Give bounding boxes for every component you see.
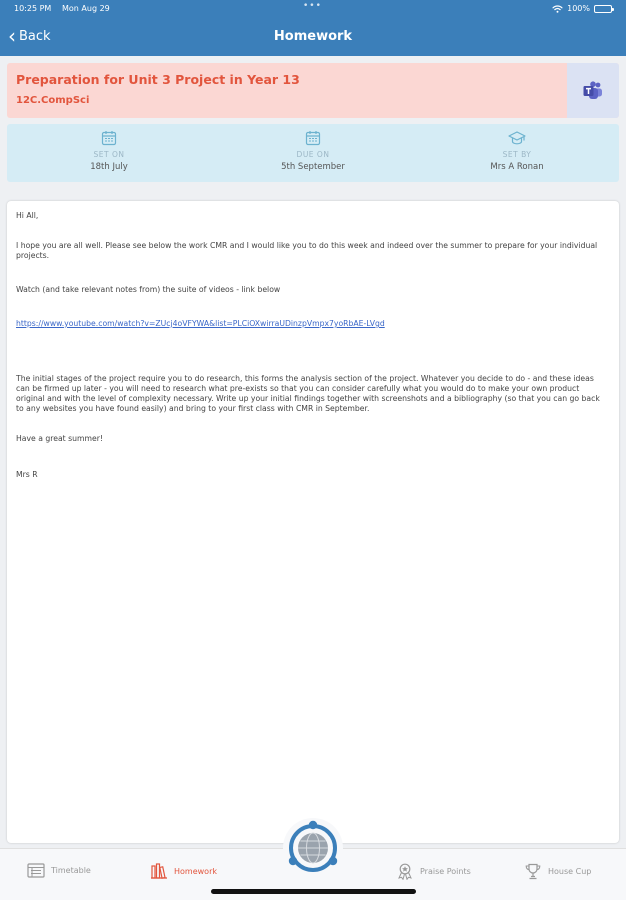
page-title: Homework — [273, 29, 353, 44]
homework-description-card[interactable] — [7, 201, 619, 843]
message-signoff: Mrs R — [16, 470, 38, 479]
praise-points-icon — [396, 863, 414, 880]
teams-icon — [582, 81, 604, 101]
multitask-dots[interactable]: ••• — [303, 1, 322, 11]
teams-button[interactable] — [567, 63, 619, 118]
message-paragraph-2: Watch (and take relevant notes from) the suite of videos - link below — [16, 285, 281, 294]
set-by-section — [415, 130, 619, 172]
home-logo-button[interactable] — [283, 818, 343, 878]
homework-title: Preparation for Unit 3 Project in Year 13 — [16, 72, 300, 87]
calendar-icon — [101, 130, 117, 146]
status-bar — [0, 1, 626, 16]
message-paragraph-3: The initial stages of the project require you to do research, this forms the analysis section of the project. Whatever you decide to do - and these ideas can be firmed up later - you will need to research what pre-exists so that you can consider carefully what you would do to make your own product original and with the level of complexity necessary. Write up your initial findings together with screenshots and a bibliography (so that you can go back to any websites you have found easily) and bring to your first class with CMR in September. — [16, 374, 600, 413]
tab-praise-points[interactable] — [396, 863, 471, 880]
calendar-icon — [305, 130, 321, 146]
trophy-icon — [524, 863, 542, 880]
due-on-value: 5th September — [281, 162, 345, 172]
home-indicator — [211, 889, 416, 894]
homework-icon — [150, 863, 168, 879]
tab-timetable-label: Timetable — [51, 866, 91, 875]
chevron-left-icon: ‹ — [8, 24, 16, 48]
set-on-label: SET ON — [93, 150, 125, 159]
homework-description — [16, 211, 608, 480]
homework-info-strip — [7, 124, 619, 182]
tab-timetable[interactable] — [27, 863, 91, 878]
homework-title-card — [7, 63, 619, 118]
status-time: 10:25 PM — [14, 4, 52, 13]
tab-homework-label: Homework — [174, 866, 217, 876]
battery-percent: 100% — [567, 4, 590, 13]
due-on-section — [211, 130, 415, 172]
top-bar — [0, 0, 626, 56]
set-by-value: Mrs A Ronan — [490, 162, 544, 172]
battery-icon — [594, 5, 612, 13]
tab-house-cup[interactable] — [524, 863, 591, 880]
set-by-label: SET BY — [502, 150, 532, 159]
tab-house-cup-label: House Cup — [548, 867, 592, 876]
message-greeting: Hi All, — [16, 211, 39, 220]
message-paragraph-4: Have a great summer! — [16, 434, 103, 443]
back-label: Back — [19, 28, 51, 44]
globe-logo-icon — [284, 819, 342, 877]
status-date: Mon Aug 29 — [62, 4, 110, 13]
set-on-section — [7, 130, 211, 172]
class-code: 12C.CompSci — [16, 95, 90, 106]
set-on-value: 18th July — [90, 162, 128, 172]
tab-praise-points-label: Praise Points — [420, 867, 471, 876]
timetable-icon — [27, 863, 45, 878]
tab-homework[interactable] — [150, 863, 217, 879]
wifi-icon — [552, 5, 563, 13]
status-right — [552, 4, 612, 13]
due-on-label: DUE ON — [296, 150, 330, 159]
graduation-cap-icon — [508, 130, 526, 146]
video-link[interactable]: https://www.youtube.com/watch?v=ZUcj4oVFYWA&list=PLCiOXwirraUDinzpVmpx7yoRbAE-LVgd — [16, 319, 385, 328]
message-paragraph-1: I hope you are all well. Please see below the work CMR and I would like you to do this week and indeed over the summer to prepare for your individual projects. — [16, 241, 598, 260]
